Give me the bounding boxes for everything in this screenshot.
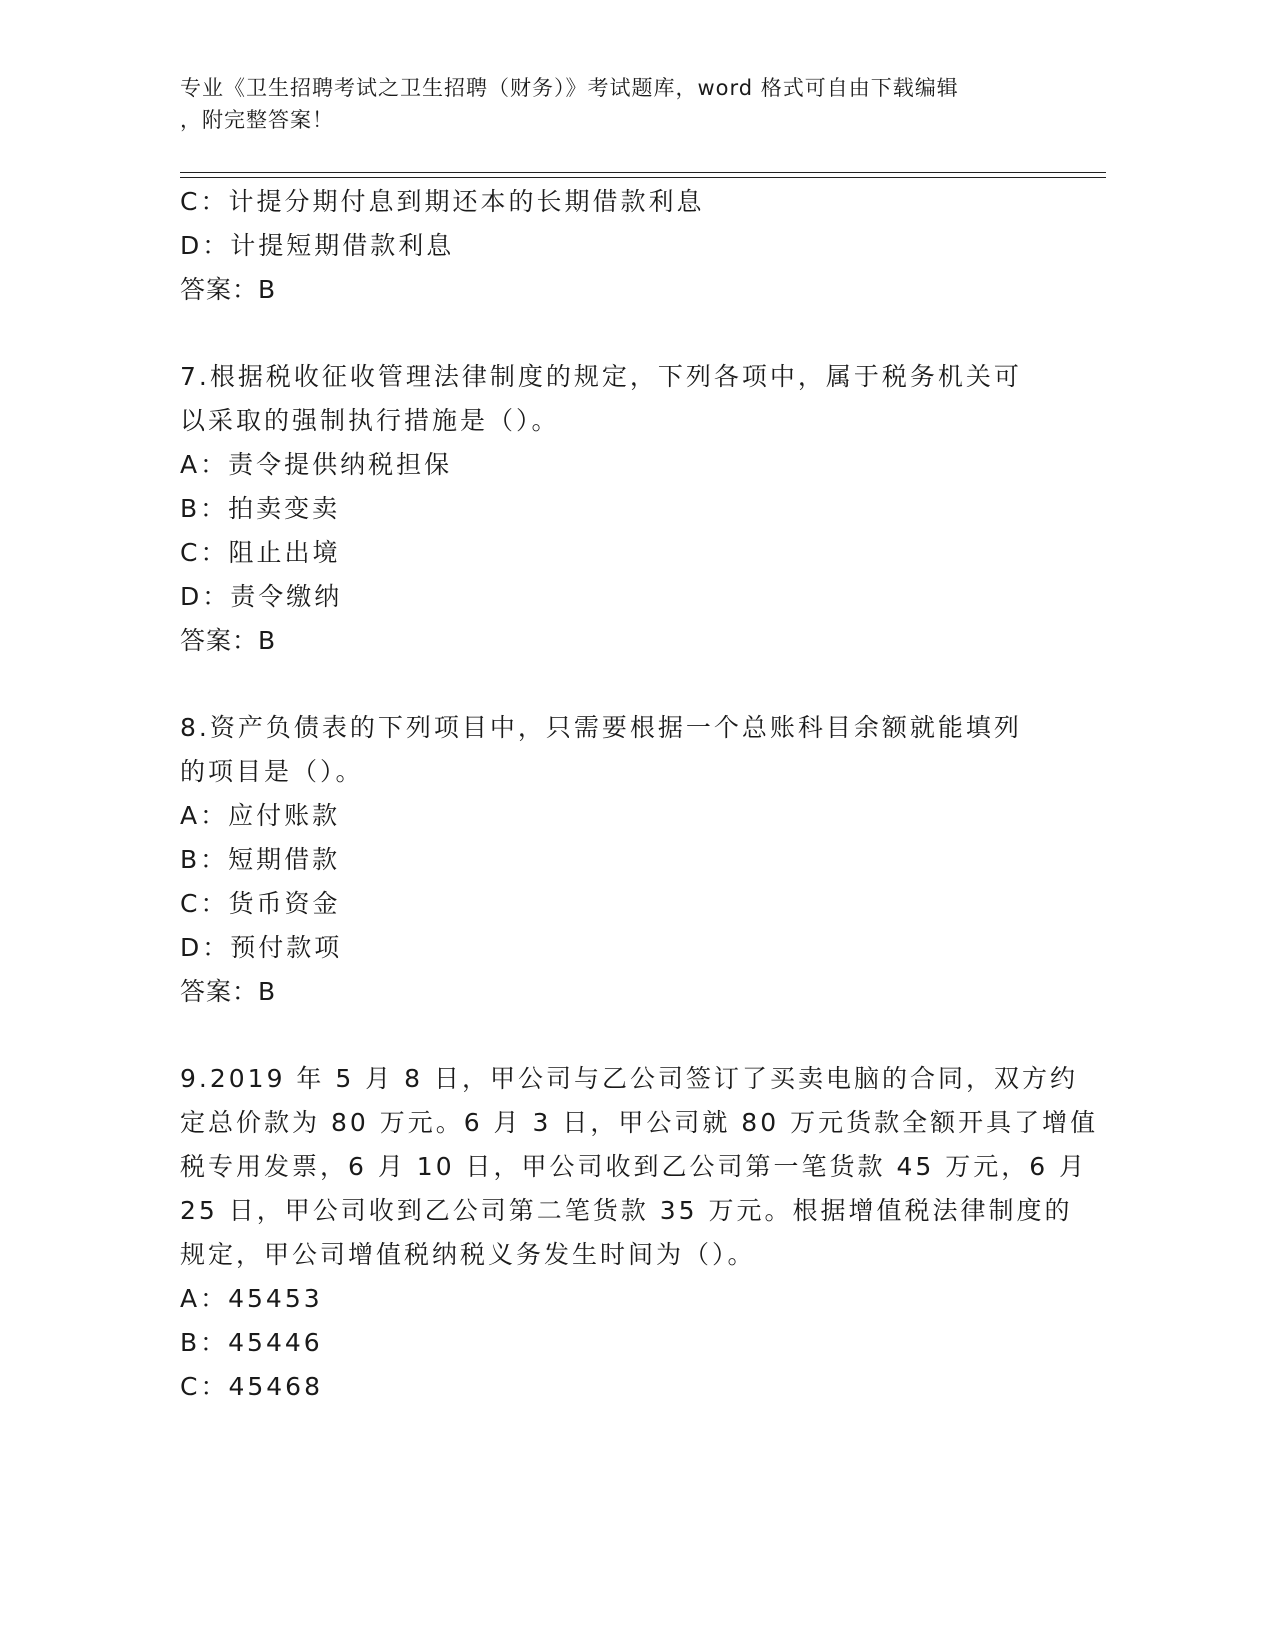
question-stem-line: 9.2019 年 5 月 8 日，甲公司与乙公司签订了买卖电脑的合同，双方约 — [180, 1064, 1079, 1093]
option-c: C：阻止出境 — [180, 538, 341, 567]
question-stem-line: 8.资产负债表的下列项目中，只需要根据一个总账科目余额就能填列 — [180, 713, 1022, 742]
answer-line: 答案：B — [180, 626, 277, 655]
option-d: D：责令缴纳 — [180, 582, 343, 611]
question-stem-line: 的项目是（）。 — [180, 757, 364, 786]
option-c: C：货币资金 — [180, 889, 341, 918]
document-header — [180, 72, 1040, 136]
answer-line: 答案：B — [180, 977, 277, 1006]
question-stem-line: 7.根据税收征收管理法律制度的规定，下列各项中，属于税务机关可 — [180, 362, 1022, 391]
question-7 — [180, 355, 1040, 663]
document-body — [180, 180, 1099, 1409]
question-stem-line: 定总价款为 80 万元。6 月 3 日，甲公司就 80 万元货款全额开具了增值 — [180, 1108, 1099, 1137]
question-6-tail — [180, 180, 1040, 312]
spacer — [180, 663, 1040, 706]
question-stem-line: 以采取的强制执行措施是（）。 — [180, 406, 560, 435]
question-9 — [180, 1057, 1099, 1409]
question-stem-line: 规定，甲公司增值税纳税义务发生时间为（）。 — [180, 1240, 756, 1269]
question-stem-line: 税专用发票，6 月 10 日，甲公司收到乙公司第一笔货款 45 万元，6 月 — [180, 1152, 1088, 1181]
option-b: B：短期借款 — [180, 845, 341, 874]
header-rule-bottom — [180, 177, 1106, 178]
option-a: A：45453 — [180, 1284, 323, 1313]
option-d: D：预付款项 — [180, 933, 343, 962]
option-a: A：责令提供纳税担保 — [180, 450, 453, 479]
option-c: C：计提分期付息到期还本的长期借款利息 — [180, 187, 705, 216]
question-stem-line: 25 日，甲公司收到乙公司第二笔货款 35 万元。根据增值税法律制度的 — [180, 1196, 1073, 1225]
spacer — [180, 312, 1040, 355]
option-b: B：45446 — [180, 1328, 323, 1357]
header-line-1: 专业《卫生招聘考试之卫生招聘（财务）》考试题库，word 格式可自由下载编辑 — [180, 76, 959, 100]
header-line-2: ，附完整答案！ — [180, 108, 334, 132]
header-rule-top — [180, 172, 1106, 173]
answer-line: 答案：B — [180, 275, 277, 304]
option-c: C：45468 — [180, 1372, 323, 1401]
question-8 — [180, 706, 1040, 1014]
option-a: A：应付账款 — [180, 801, 341, 830]
option-d: D：计提短期借款利息 — [180, 231, 455, 260]
option-b: B：拍卖变卖 — [180, 494, 341, 523]
spacer — [180, 1014, 1040, 1057]
